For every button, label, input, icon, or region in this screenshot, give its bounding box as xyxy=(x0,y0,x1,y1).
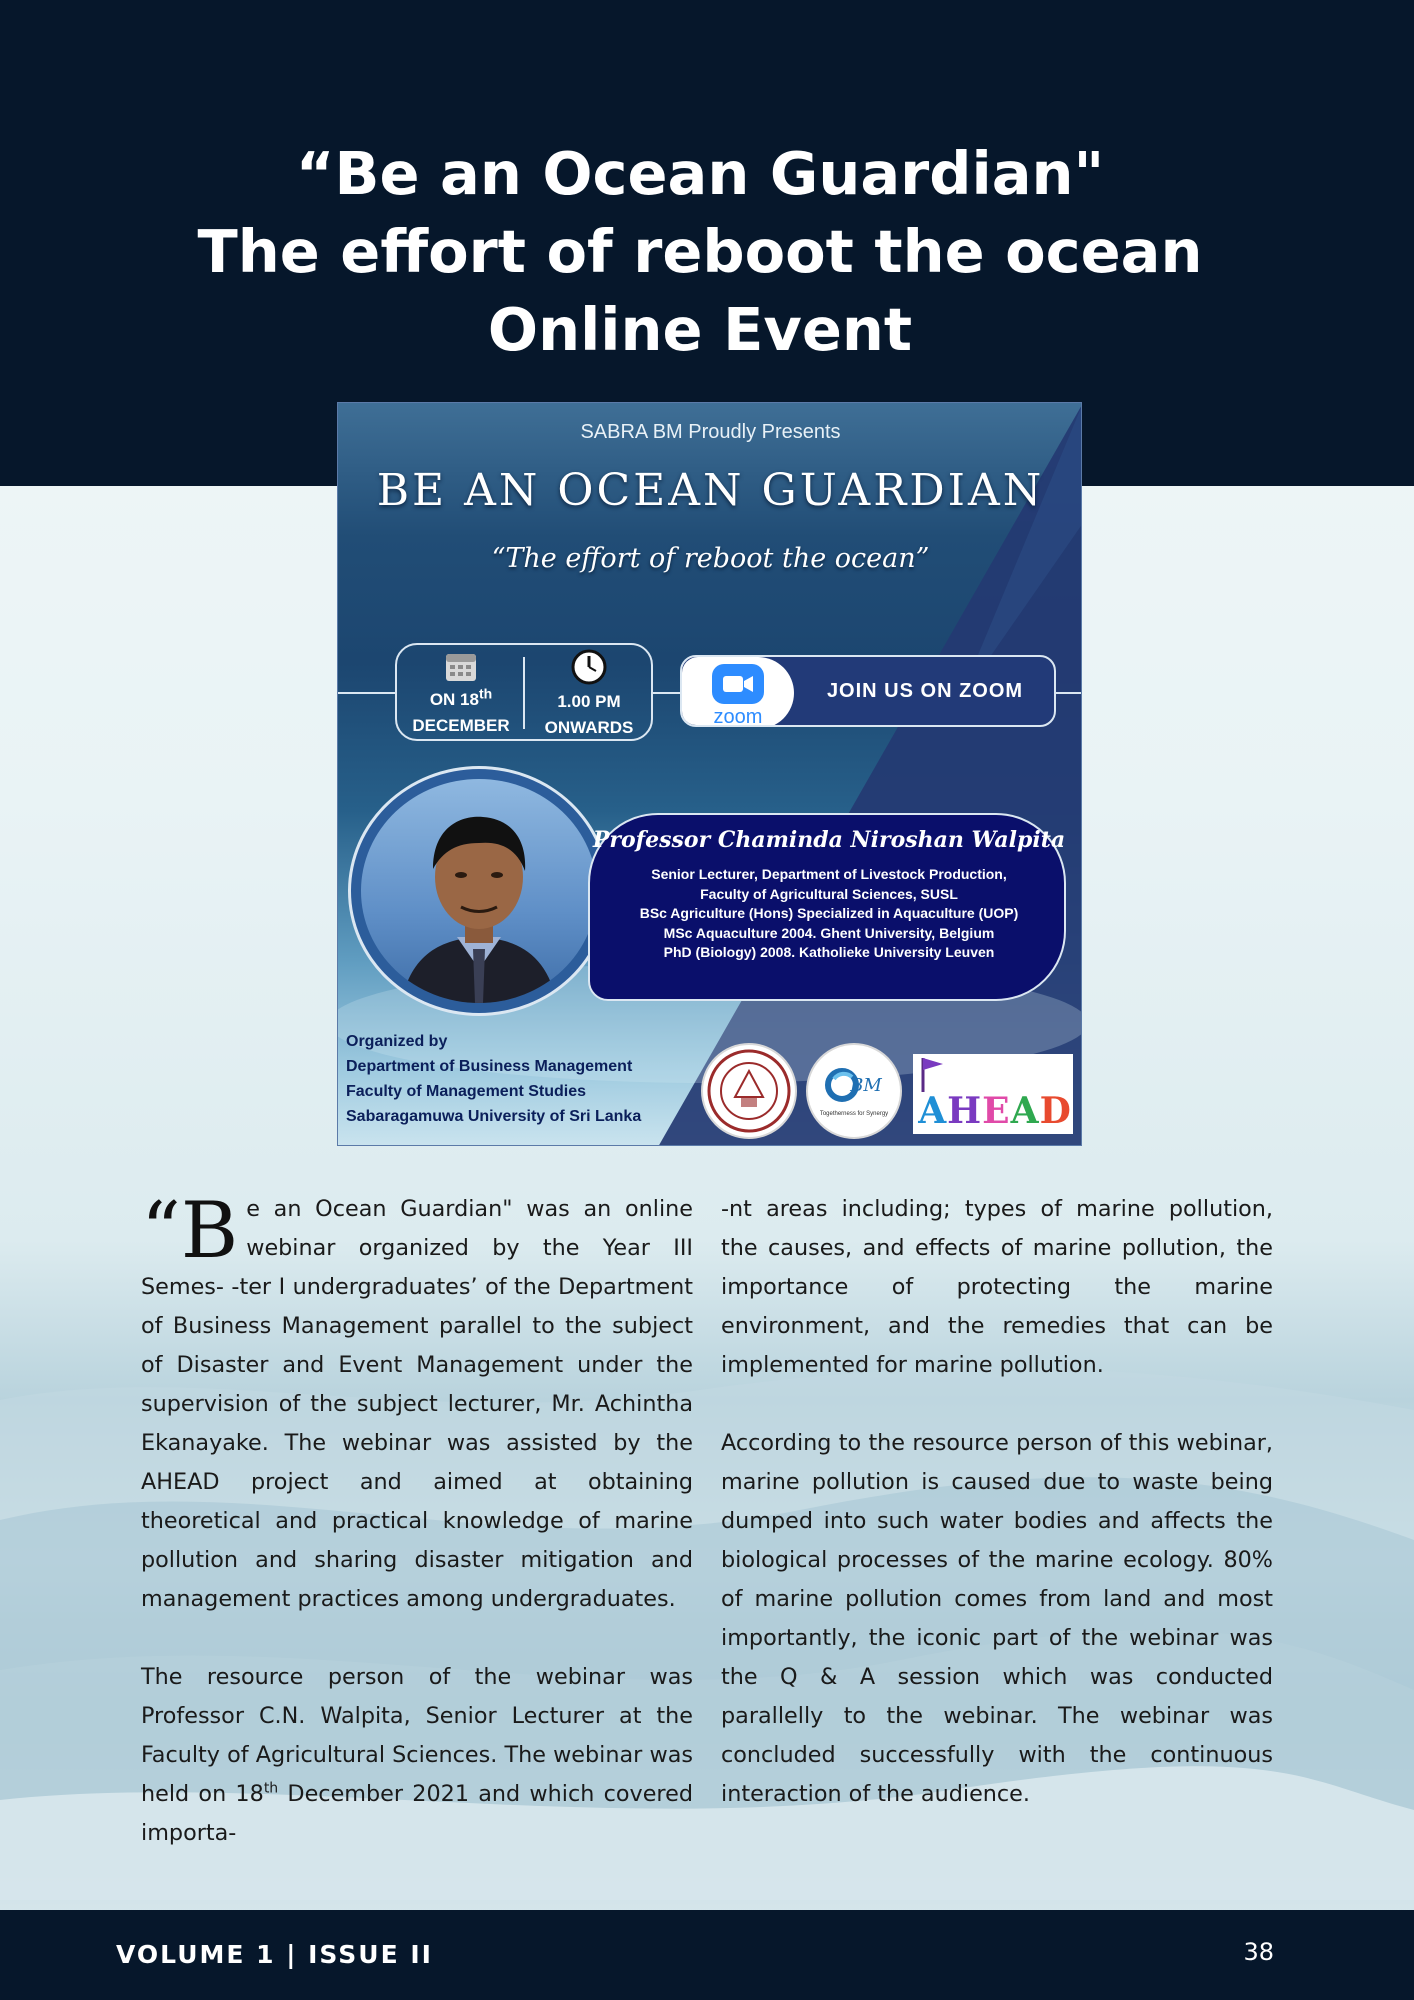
zoom-camera-icon xyxy=(682,657,794,727)
speaker-credentials xyxy=(590,865,1068,963)
speaker-name: Professor Chaminda Niroshan Walpita xyxy=(592,827,1066,853)
university-seal-logo xyxy=(701,1043,797,1139)
zoom-label: JOIN US ON ZOOM xyxy=(826,680,1024,702)
article-paragraph-2 xyxy=(141,1658,693,1853)
speaker-credential-line: PhD (Biology) 2008. Katholieke University Leuven xyxy=(663,944,995,960)
article-date-sup: th xyxy=(263,1780,279,1797)
article-dropcap: “B xyxy=(141,1186,239,1276)
page-number: 38 xyxy=(1243,1938,1274,1966)
organizer-line: Department of Business Management xyxy=(346,1058,633,1075)
date-sup: th xyxy=(478,685,493,702)
event-date-time-box xyxy=(395,643,653,741)
organizer-line: Sabaragamuwa University of Sri Lanka xyxy=(346,1108,642,1125)
speaker-credential-line: MSc Aquaculture 2004. Ghent University, Belgium xyxy=(663,924,995,941)
sabra-bm-logo xyxy=(806,1043,902,1139)
title-line-2: The effort of reboot the ocean xyxy=(197,217,1203,286)
poster-title: BE AN OCEAN GUARDIAN xyxy=(376,465,1045,516)
article-column-right xyxy=(721,1190,1273,1853)
sabra-bm-icon xyxy=(808,1045,900,1137)
poster-presents-text: SABRA BM Proudly Presents xyxy=(580,421,841,443)
bm-logo-text: BM xyxy=(850,1075,882,1096)
date-time-separator xyxy=(523,657,525,729)
ahead-logo-text: AHEAD xyxy=(918,1090,1072,1132)
event-poster xyxy=(337,402,1082,1146)
event-time xyxy=(527,649,651,741)
poster-divider-mid xyxy=(653,692,680,694)
speaker-photo xyxy=(361,779,597,1003)
article-paragraph-4: According to the resource person of this webinar, marine pollution is caused due to waste being dumped into such water bodies and affects the biological processes of the marine ecology. 80% of marine pollution comes from land and most importantly, the iconic part of the webinar was the Q & A session which was conducted parallelly to the webinar. The webinar was concluded successfully with the continuous interaction of the audience. xyxy=(721,1430,1273,1807)
article-paragraph-2-tail: December 2021 and which covered importa- xyxy=(141,1781,693,1846)
article-paragraph-2-text: The resource person of the webinar was Professor C.N. Walpita, Senior Lecturer at the Faculty of Agricultural Sciences. The webinar was held on 18 xyxy=(141,1664,693,1807)
title-line-3: Online Event xyxy=(487,295,913,364)
organizer-line: Organized by xyxy=(346,1033,448,1050)
article-paragraph-1 xyxy=(141,1186,693,1619)
university-seal-icon xyxy=(703,1045,795,1137)
poster-divider-left xyxy=(338,692,395,694)
event-date xyxy=(399,649,523,739)
speaker-credential-line: BSc Agriculture (Hons) Specialized in Aquaculture (UOP) xyxy=(639,905,1019,921)
ahead-logo xyxy=(913,1054,1073,1134)
page-footer xyxy=(0,1910,1414,2000)
title-line-1: “Be an Ocean Guardian" xyxy=(295,139,1105,208)
organizer-line: Faculty of Management Studies xyxy=(346,1083,587,1100)
bm-tagline: Togetherness for Synergy xyxy=(819,1111,889,1117)
ahead-flag-icon xyxy=(913,1054,953,1094)
date-day: ON 18 xyxy=(429,690,479,709)
speaker-credential-line: Senior Lecturer, Department of Livestock Production, xyxy=(651,866,1007,882)
poster-subtitle: “The effort of reboot the ocean” xyxy=(491,543,930,574)
article-column-left xyxy=(141,1186,693,1892)
footer-issue-label: VOLUME 1 | ISSUE II xyxy=(116,1940,433,1969)
speaker-photo-frame xyxy=(348,766,610,1016)
join-zoom-button[interactable] xyxy=(680,655,1056,727)
article-paragraph-3: -nt areas including; types of marine pollution, the causes, and effects of marine pollution, the importance of protecting the marine environment, and the remedies that can be implemented for marine pollution. xyxy=(721,1196,1273,1378)
speaker-bio-box xyxy=(588,813,1066,1001)
article-paragraph-1-text: e an Ocean Guardian" was an online webinar organized by the Year III Semes- -ter I undergraduates’ of the Department of Business Management parallel to the subject of Disaster and Event Management under the supervision of the subject lecturer, Mr. Achintha Ekanayake. The webinar was assisted by the AHEAD project and aimed at obtaining theoretical and practical knowledge of marine pollution and sharing disaster mitigation and management practices among undergraduates. xyxy=(141,1196,693,1612)
clock-icon xyxy=(571,649,607,685)
speaker-credential-line: Faculty of Agricultural Sciences, SUSL xyxy=(700,885,958,902)
time-value: 1.00 PM xyxy=(557,692,621,711)
zoom-logo xyxy=(682,657,794,727)
page-title xyxy=(0,135,1400,369)
time-suffix: ONWARDS xyxy=(544,718,634,737)
speaker-portrait xyxy=(361,779,597,1003)
zoom-logo-text: zoom xyxy=(713,706,763,727)
calendar-icon xyxy=(444,649,478,683)
date-month: DECEMBER xyxy=(412,716,510,735)
organizer-block xyxy=(346,1029,641,1129)
poster-divider-right xyxy=(1056,692,1082,694)
